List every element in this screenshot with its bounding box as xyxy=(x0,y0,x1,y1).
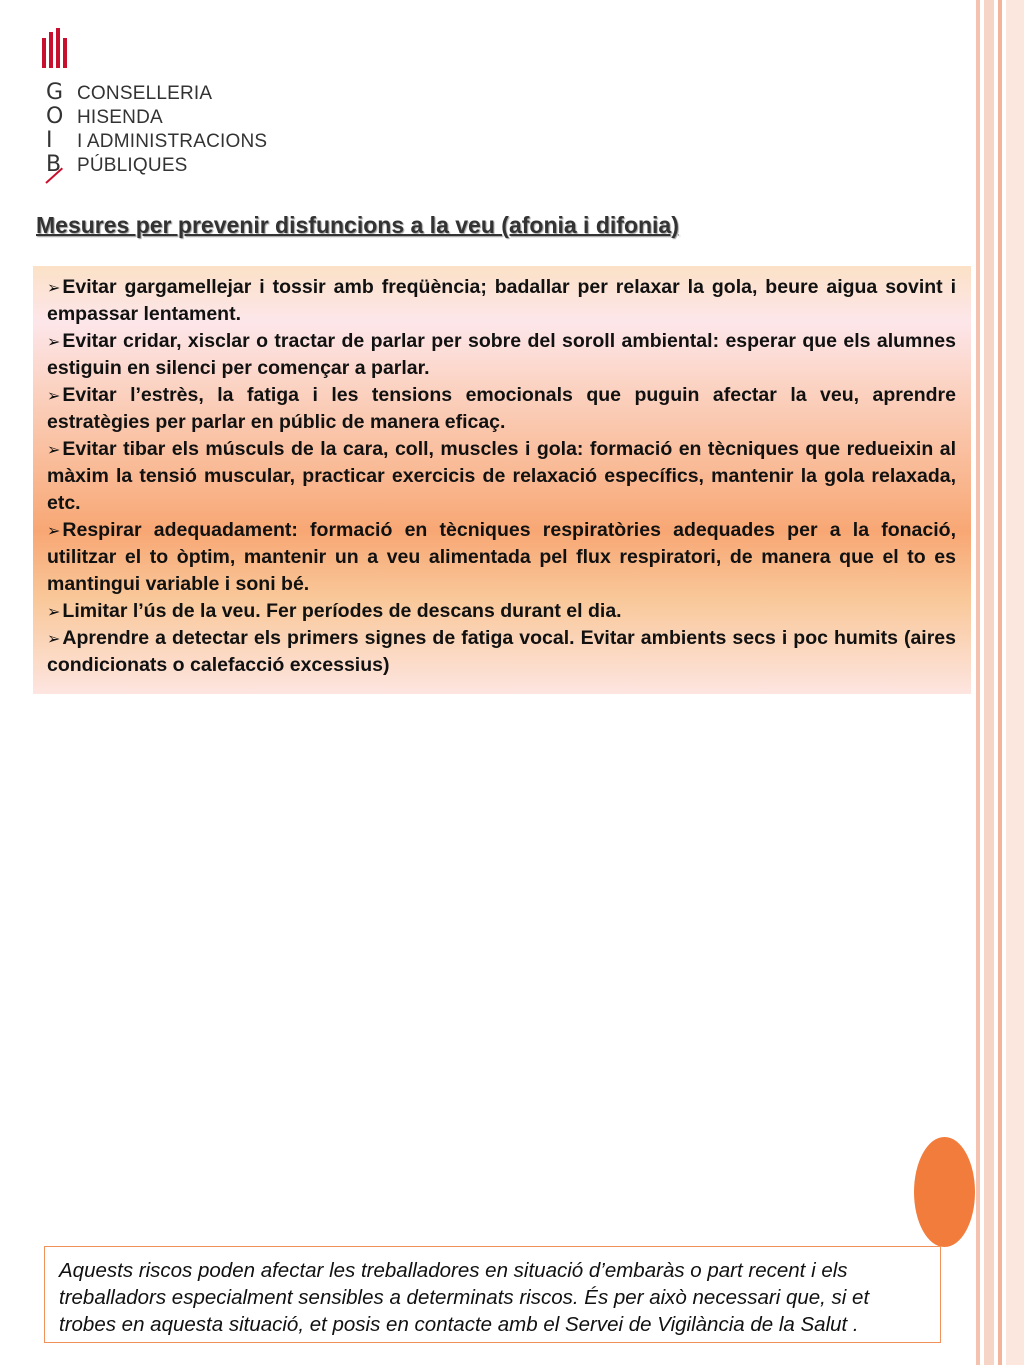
list-item xyxy=(47,598,956,625)
measures-list xyxy=(33,266,971,694)
notice-box xyxy=(44,1246,941,1343)
org-name-line: HISENDA xyxy=(77,107,163,128)
coat-of-arms-bars-icon xyxy=(40,28,68,68)
measure-text: Limitar l’ús de la veu. Fer períodes de descans durant el dia. xyxy=(62,600,622,622)
logo-letter-g: G xyxy=(46,80,64,105)
measure-text: Evitar cridar, xisclar o tractar de parlar per sobre del soroll ambiental: esperar que els alumnes estiguin en silenci per començar a parlar. xyxy=(47,330,956,379)
measure-text: Evitar l’estrès, la fatiga i les tensions emocionals que puguin afectar la veu, aprendre estratègies per parlar en públic de manera eficaç. xyxy=(47,384,956,433)
logo-letter-i: I xyxy=(46,128,53,153)
measure-text: Aprendre a detectar els primers signes de fatiga vocal. Evitar ambients secs i poc humits (aires condicionats o calefacció excessius) xyxy=(47,627,956,676)
list-item xyxy=(47,382,956,436)
list-item xyxy=(47,625,956,679)
list-item xyxy=(47,274,956,328)
org-name-line: CONSELLERIA xyxy=(77,83,213,104)
arrow-bullet-icon: ➢ xyxy=(47,602,61,621)
list-item xyxy=(47,436,956,517)
measure-text: Respirar adequadament: formació en tècniques respiratòries adequades per a la fonació, utilitzar el to òptim, mantenir un a veu alimentada pel flux respiratori, de manera que el to es mantingui variable i soni bé. xyxy=(47,519,956,595)
goib-logo xyxy=(36,24,296,204)
page-title: Mesures per prevenir disfuncions a la veu (afonia i difonia) xyxy=(36,212,679,238)
arrow-bullet-icon: ➢ xyxy=(47,386,61,405)
arrow-bullet-icon: ➢ xyxy=(47,629,61,648)
list-item xyxy=(47,517,956,598)
arrow-bullet-icon: ➢ xyxy=(47,440,61,459)
logo-letter-o: O xyxy=(46,104,64,129)
arrow-bullet-icon: ➢ xyxy=(47,278,61,297)
arrow-bullet-icon: ➢ xyxy=(47,332,61,351)
logo-letter-b: B xyxy=(46,152,62,177)
measure-text: Evitar tibar els músculs de la cara, coll, muscles i gola: formació en tècniques que redueixin al màxim la tensió muscular, practicar exercicis de relaxació específics, mantenir la gola relaxada, etc. xyxy=(47,438,956,514)
arrow-bullet-icon: ➢ xyxy=(47,521,61,540)
notice-text: Aquests riscos poden afectar les treballadores en situació d’embaràs o part recent i els treballadors especialment sensibles a determinats riscos. És per això necessari que, si et trobes en aquesta situació, et posis en contacte amb el Servei de Vigilància de la Salut . xyxy=(59,1259,870,1336)
org-name-line: I ADMINISTRACIONS xyxy=(77,131,268,152)
decorative-orange-circle xyxy=(914,1137,975,1247)
decorative-right-border xyxy=(976,0,1024,1365)
measure-text: Evitar gargamellejar i tossir amb freqüència; badallar per relaxar la gola, beure aigua sovint i empassar lentament. xyxy=(47,276,956,325)
org-name-line: PÚBLIQUES xyxy=(77,155,188,176)
list-item xyxy=(47,328,956,382)
